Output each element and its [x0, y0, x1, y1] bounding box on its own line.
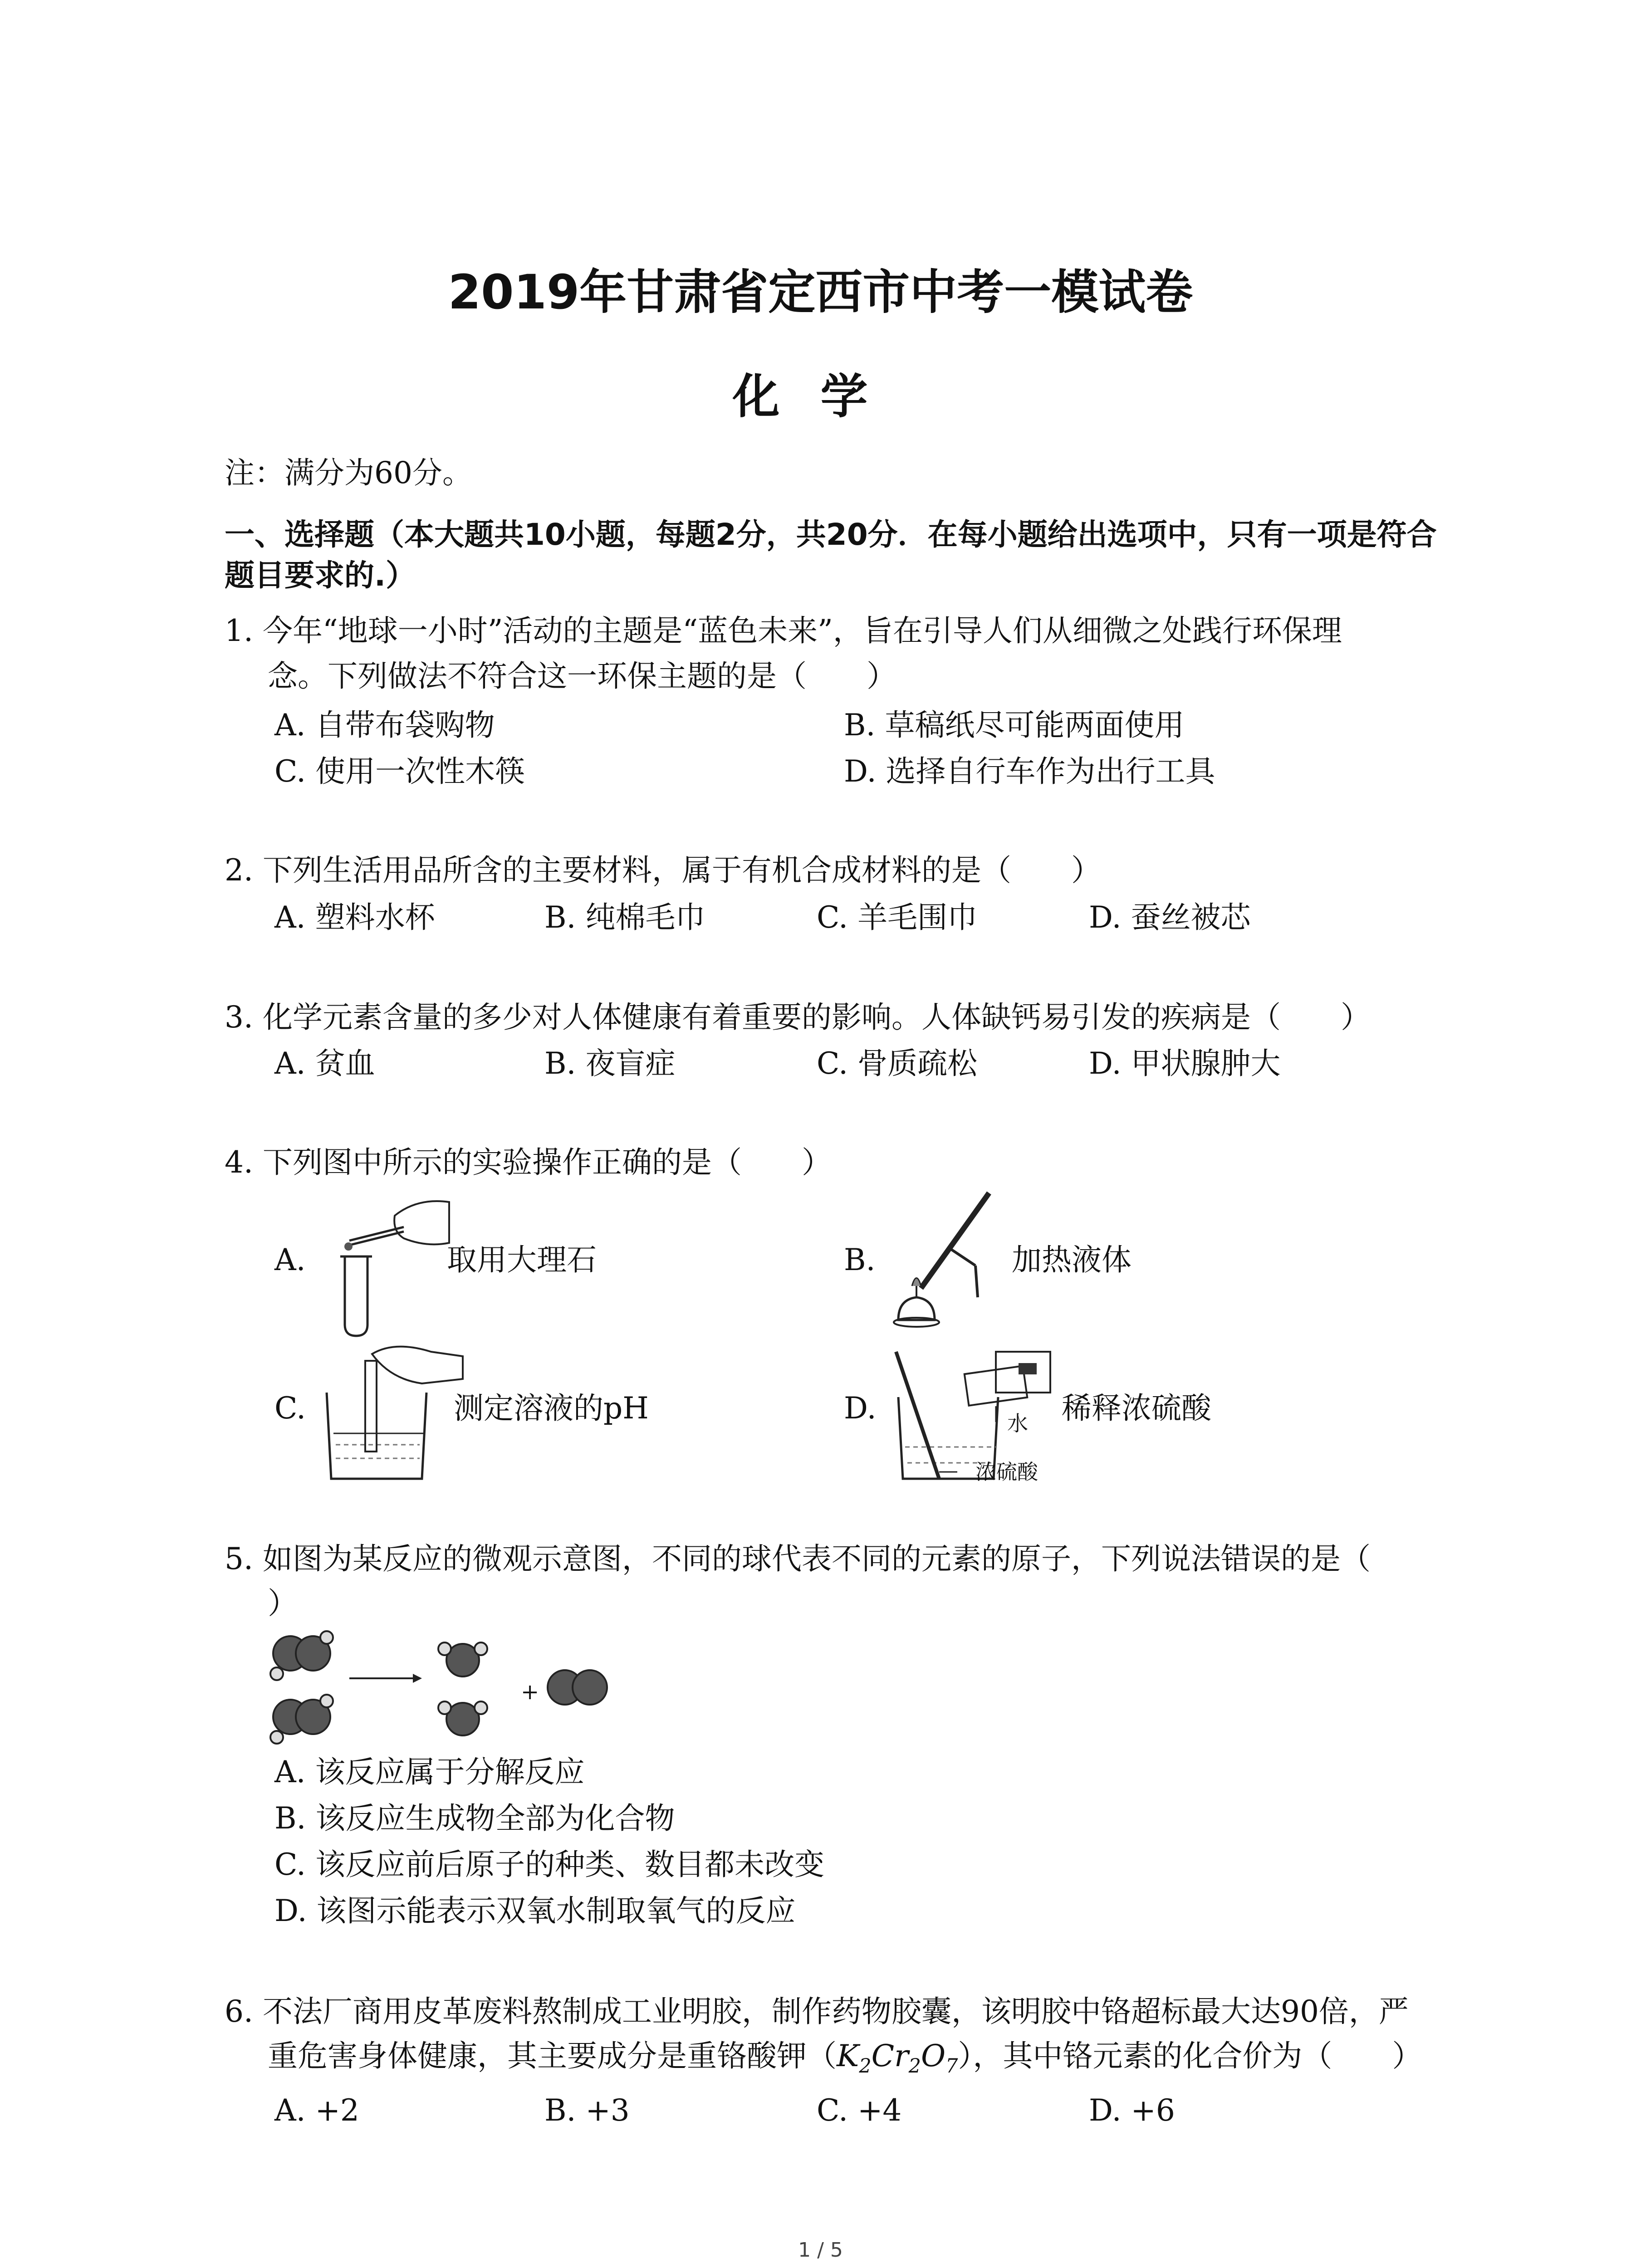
q6-stem-line1: 6. 不法厂商用皮革废料熬制成工业明胶，制作药物胶囊，该明胶中铬超标最大达90倍，严 [225, 1994, 1409, 2029]
q3-option-c: C. 骨质疏松 [817, 1046, 978, 1081]
q4-option-c-letter: C. [274, 1391, 306, 1426]
subject-title: 化学 [732, 369, 909, 424]
q1-option-c: C. 使用一次性木筷 [274, 754, 525, 789]
q5-stem-line2: ） [268, 1586, 298, 1621]
section-heading-line2: 题目要求的.） [225, 558, 416, 593]
q6-stem-line2-post: ），其中铬元素的化合价为（ ） [958, 2038, 1422, 2073]
q4-option-c-text: 测定溶液的pH [454, 1391, 649, 1426]
reaction-plus-sign: + [521, 1679, 539, 1705]
q4-option-a-text: 取用大理石 [447, 1242, 597, 1277]
q4-d-label-acid: 浓硫酸 [975, 1460, 1038, 1484]
q3-option-b: B. 夜盲症 [544, 1046, 676, 1081]
q4-option-b-letter: B. [844, 1242, 876, 1277]
q6-option-c: C. +4 [817, 2093, 902, 2128]
q1-option-a: A. 自带布袋购物 [274, 708, 495, 743]
q3-stem: 3. 化学元素含量的多少对人体健康有着重要的影响。人体缺钙易引发的疾病是（ ） [225, 1000, 1371, 1035]
q6-option-a: A. +2 [274, 2093, 359, 2128]
q1-stem-line2: 念。下列做法不符合这一环保主题的是（ ） [268, 659, 896, 694]
q3-option-a: A. 贫血 [274, 1046, 375, 1081]
q6-stem-line2-pre: 重危害身体健康，其主要成分是重铬酸钾（ [268, 2038, 837, 2073]
q5-stem-line1: 5. 如图为某反应的微观示意图，不同的球代表不同的元素的原子，下列说法错误的是（ [225, 1541, 1371, 1576]
q1-stem-line1: 1. 今年“地球一小时”活动的主题是“蓝色未来”，旨在引导人们从细微之处践行环保理 [225, 613, 1342, 648]
score-note: 注：满分为60分。 [225, 455, 472, 490]
q2-option-a: A. 塑料水杯 [274, 900, 435, 935]
q6-option-d: D. +6 [1089, 2093, 1175, 2128]
q2-option-d: D. 蚕丝被芯 [1089, 900, 1251, 935]
q3-option-d: D. 甲状腺肿大 [1089, 1046, 1281, 1081]
ph-test-figure [318, 1343, 467, 1488]
q2-option-c: C. 羊毛围巾 [817, 900, 978, 935]
q1-option-d: D. 选择自行车作为出行工具 [844, 754, 1215, 789]
page-number: 1 / 5 [798, 2239, 843, 2262]
q6-stem-line2 [268, 2038, 1422, 2078]
q2-option-b: B. 纯棉毛巾 [544, 900, 705, 935]
q5-option-b: B. 该反应生成物全部为化合物 [274, 1801, 675, 1836]
q4-option-d-letter: D. [844, 1391, 877, 1426]
section-heading-line1: 一、选择题（本大题共10小题，每题2分，共20分．在每小题给出选项中，只有一项是符合 [225, 517, 1437, 552]
q5-option-d: D. 该图示能表示双氧水制取氧气的反应 [274, 1893, 796, 1928]
q4-stem: 4. 下列图中所示的实验操作正确的是（ ） [225, 1145, 832, 1180]
q4-option-d-text: 稀释浓硫酸 [1062, 1391, 1211, 1426]
exam-title: 2019年甘肃省定西市中考一模试卷 [448, 264, 1193, 320]
q2-stem: 2. 下列生活用品所含的主要材料，属于有机合成材料的是（ ） [225, 853, 1101, 888]
heating-liquid-figure [880, 1184, 998, 1334]
q5-option-a: A. 该反应属于分解反应 [274, 1755, 585, 1789]
q4-option-a-letter: A. [274, 1242, 306, 1277]
q4-d-label-water: 水 [1007, 1411, 1028, 1436]
potassium-dichromate-formula: $K_2Cr_2O_7$ [837, 2038, 958, 2078]
test-tube-tweezers-figure [313, 1188, 449, 1343]
q4-option-b-text: 加热液体 [1012, 1242, 1132, 1277]
q5-option-c: C. 该反应前后原子的种类、数目都未改变 [274, 1847, 825, 1882]
q1-option-b: B. 草稿纸尽可能两面使用 [844, 708, 1185, 743]
reaction-micro-diagram [268, 1628, 631, 1746]
q6-option-b: B. +3 [544, 2093, 630, 2128]
